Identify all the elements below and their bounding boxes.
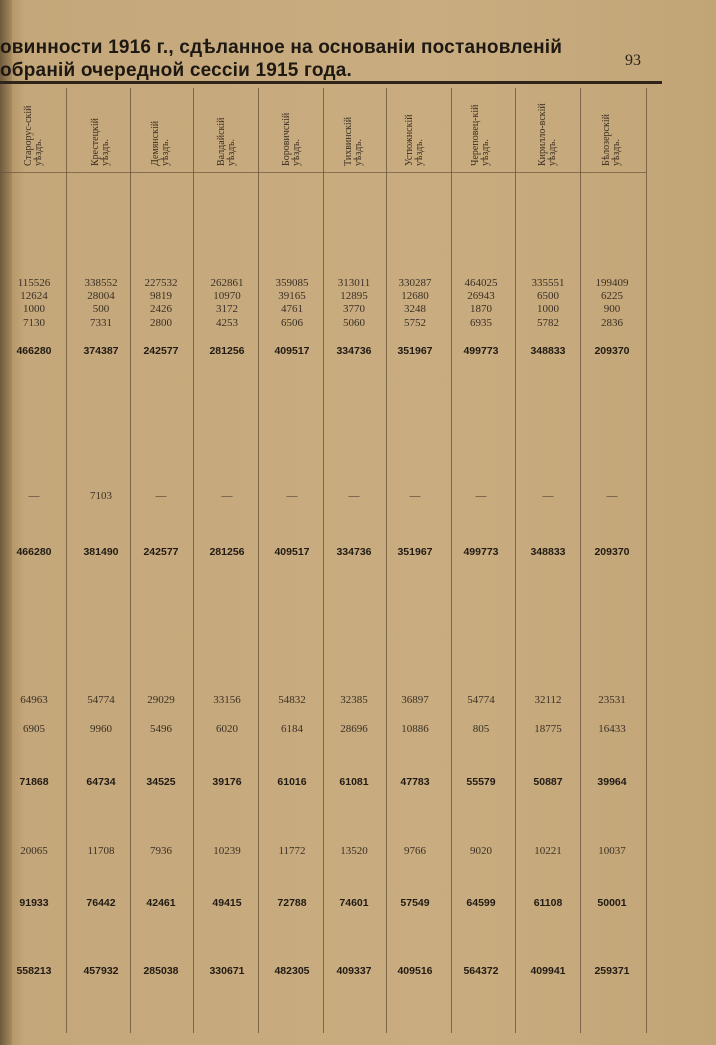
table-cell: — <box>475 490 487 502</box>
column-header: Череповец-кій уѣздъ. <box>470 104 491 166</box>
column-header: Бѣлозерскій уѣздъ. <box>601 114 622 166</box>
table-cell: 6225 <box>601 290 623 302</box>
table-cell: 6935 <box>470 317 492 329</box>
total-cell: 64599 <box>466 897 496 909</box>
column-header: Старорус-скій уѣздъ. <box>23 105 44 166</box>
table-cell: — <box>606 490 618 502</box>
table-cell: 199409 <box>595 277 629 289</box>
total-cell: 409941 <box>530 965 566 977</box>
total-cell: 76442 <box>86 897 116 909</box>
column-header: Крестецкій уѣздъ. <box>90 118 111 166</box>
table-cell: 9020 <box>470 845 492 857</box>
total-cell: 57549 <box>400 897 430 909</box>
table-cell: 7936 <box>150 845 172 857</box>
table-cell: 13520 <box>340 845 368 857</box>
table-cell: 32385 <box>340 694 368 706</box>
table-cell: 11772 <box>278 845 306 857</box>
table-cell: 2836 <box>601 317 623 329</box>
table-cell: 313011 <box>337 277 371 289</box>
table-cell: 1000 <box>537 303 559 315</box>
total-cell: 74601 <box>339 897 369 909</box>
total-cell: 91933 <box>19 897 49 909</box>
total-cell: 209370 <box>594 546 630 558</box>
table-cell: — <box>221 490 233 502</box>
table-cell: 6905 <box>23 723 45 735</box>
total-cell: 482305 <box>274 965 310 977</box>
table-cell: 335551 <box>531 277 565 289</box>
total-cell: 466280 <box>16 345 52 357</box>
table-cell: 6506 <box>281 317 303 329</box>
table-cell: 29029 <box>147 694 175 706</box>
table-cell: 16433 <box>598 723 626 735</box>
total-cell: 334736 <box>336 345 372 357</box>
total-cell: 499773 <box>463 345 499 357</box>
column-divider <box>130 88 131 1033</box>
table-cell: 64963 <box>20 694 48 706</box>
total-cell: 564372 <box>463 965 499 977</box>
table-cell: 12680 <box>401 290 429 302</box>
table-cell: 2800 <box>150 317 172 329</box>
total-cell: 39176 <box>212 776 242 788</box>
total-cell: 334736 <box>336 546 372 558</box>
table-cell: 7103 <box>90 490 112 502</box>
total-cell: 71868 <box>19 776 49 788</box>
table-cell: 4253 <box>216 317 238 329</box>
total-cell: 351967 <box>397 345 433 357</box>
column-header: Демянскій уѣздъ. <box>150 120 171 166</box>
total-cell: 242577 <box>143 546 179 558</box>
table-cell: — <box>155 490 167 502</box>
table-cell: 115526 <box>17 277 51 289</box>
total-cell: 242577 <box>143 345 179 357</box>
table-cell: 10221 <box>534 845 562 857</box>
table-cell: 5060 <box>343 317 365 329</box>
table-cell: — <box>28 490 40 502</box>
table-cell: 18775 <box>534 723 562 735</box>
total-cell: 409337 <box>336 965 372 977</box>
table-cell: 6020 <box>216 723 238 735</box>
table-cell: 23531 <box>598 694 626 706</box>
table-cell: 338552 <box>84 277 118 289</box>
total-cell: 72788 <box>277 897 307 909</box>
table-cell: 12624 <box>20 290 48 302</box>
column-divider <box>258 88 259 1033</box>
column-header: Тихвинскій уѣздъ. <box>343 116 364 166</box>
table-cell: 10886 <box>401 723 429 735</box>
table-cell: 33156 <box>213 694 241 706</box>
column-divider <box>323 88 324 1033</box>
table-cell: 330287 <box>398 277 432 289</box>
total-cell: 466280 <box>16 546 52 558</box>
table-cell: 900 <box>603 303 621 315</box>
table-cell: 3248 <box>404 303 426 315</box>
table-cell: 36897 <box>401 694 429 706</box>
total-cell: 457932 <box>83 965 119 977</box>
total-cell: 558213 <box>16 965 52 977</box>
total-cell: 209370 <box>594 345 630 357</box>
total-cell: 374387 <box>83 345 119 357</box>
column-header: Кирилло-вскій уѣздъ. <box>537 103 558 166</box>
table-cell: 464025 <box>464 277 498 289</box>
page-number: 93 <box>625 52 641 69</box>
column-divider <box>580 88 581 1033</box>
table-cell: 9766 <box>404 845 426 857</box>
table-cell: 10970 <box>213 290 241 302</box>
table-cell: 28004 <box>87 290 115 302</box>
table-cell: 500 <box>92 303 110 315</box>
table-cell: 4761 <box>281 303 303 315</box>
book-gutter <box>0 0 12 1045</box>
total-cell: 64734 <box>86 776 116 788</box>
total-cell: 61081 <box>339 776 369 788</box>
table-cell: 6500 <box>537 290 559 302</box>
total-cell: 55579 <box>466 776 496 788</box>
table-cell: 10239 <box>213 845 241 857</box>
total-cell: 61016 <box>277 776 307 788</box>
total-cell: 409516 <box>397 965 433 977</box>
total-cell: 348833 <box>530 345 566 357</box>
total-cell: 42461 <box>146 897 176 909</box>
column-divider <box>66 88 67 1033</box>
table-cell: — <box>542 490 554 502</box>
table-cell: 3770 <box>343 303 365 315</box>
column-header: Устюжнскій уѣздъ. <box>404 114 425 166</box>
total-cell: 39964 <box>597 776 627 788</box>
table-cell: 54774 <box>467 694 495 706</box>
heading-line-1: овинности 1916 г., сдѣланное на основаніи постановленій <box>0 37 563 58</box>
heading-line-2: обраній очередной сессіи 1915 года. <box>0 60 352 81</box>
total-cell: 381490 <box>83 546 119 558</box>
total-cell: 281256 <box>209 546 245 558</box>
table-cell: 26943 <box>467 290 495 302</box>
total-cell: 348833 <box>530 546 566 558</box>
total-cell: 499773 <box>463 546 499 558</box>
table-cell: 9960 <box>90 723 112 735</box>
total-cell: 351967 <box>397 546 433 558</box>
total-cell: 330671 <box>209 965 245 977</box>
table-cell: 12895 <box>340 290 368 302</box>
table-cell: — <box>348 490 360 502</box>
table-cell: 10037 <box>598 845 626 857</box>
table-cell: 262861 <box>210 277 244 289</box>
table-cell: 9819 <box>150 290 172 302</box>
table-cell: 39165 <box>278 290 306 302</box>
table-cell: 5496 <box>150 723 172 735</box>
table-cell: 7130 <box>23 317 45 329</box>
total-cell: 50001 <box>597 897 627 909</box>
table-cell: 3172 <box>216 303 238 315</box>
table-cell: 32112 <box>534 694 562 706</box>
table-cell: 359085 <box>275 277 309 289</box>
column-header: Валдайскій уѣздъ. <box>216 117 237 166</box>
table-cell: 1000 <box>23 303 45 315</box>
total-cell: 285038 <box>143 965 179 977</box>
table-cell: 805 <box>472 723 490 735</box>
column-header: Боровичскій уѣздъ. <box>281 112 302 166</box>
table-cell: 20065 <box>20 845 48 857</box>
table-cell: 1870 <box>470 303 492 315</box>
header-rule <box>0 81 662 84</box>
column-divider <box>451 88 452 1033</box>
table-cell: 2426 <box>150 303 172 315</box>
table-cell: 7331 <box>90 317 112 329</box>
total-cell: 281256 <box>209 345 245 357</box>
header-divider <box>0 172 646 173</box>
column-divider <box>646 88 647 1033</box>
table-cell: 54774 <box>87 694 115 706</box>
table-cell: 5752 <box>404 317 426 329</box>
total-cell: 47783 <box>400 776 430 788</box>
table-cell: 6184 <box>281 723 303 735</box>
table-cell: — <box>286 490 298 502</box>
table-cell: 5782 <box>537 317 559 329</box>
table-cell: 227532 <box>144 277 178 289</box>
total-cell: 409517 <box>274 546 310 558</box>
total-cell: 259371 <box>594 965 630 977</box>
table-cell: 11708 <box>87 845 115 857</box>
page-heading <box>0 36 600 82</box>
table-cell: — <box>409 490 421 502</box>
column-divider <box>193 88 194 1033</box>
total-cell: 409517 <box>274 345 310 357</box>
total-cell: 61108 <box>533 897 563 909</box>
total-cell: 49415 <box>212 897 242 909</box>
table-cell: 54832 <box>278 694 306 706</box>
column-divider <box>515 88 516 1033</box>
table-cell: 28696 <box>340 723 368 735</box>
column-divider <box>386 88 387 1033</box>
total-cell: 50887 <box>533 776 563 788</box>
total-cell: 34525 <box>146 776 176 788</box>
